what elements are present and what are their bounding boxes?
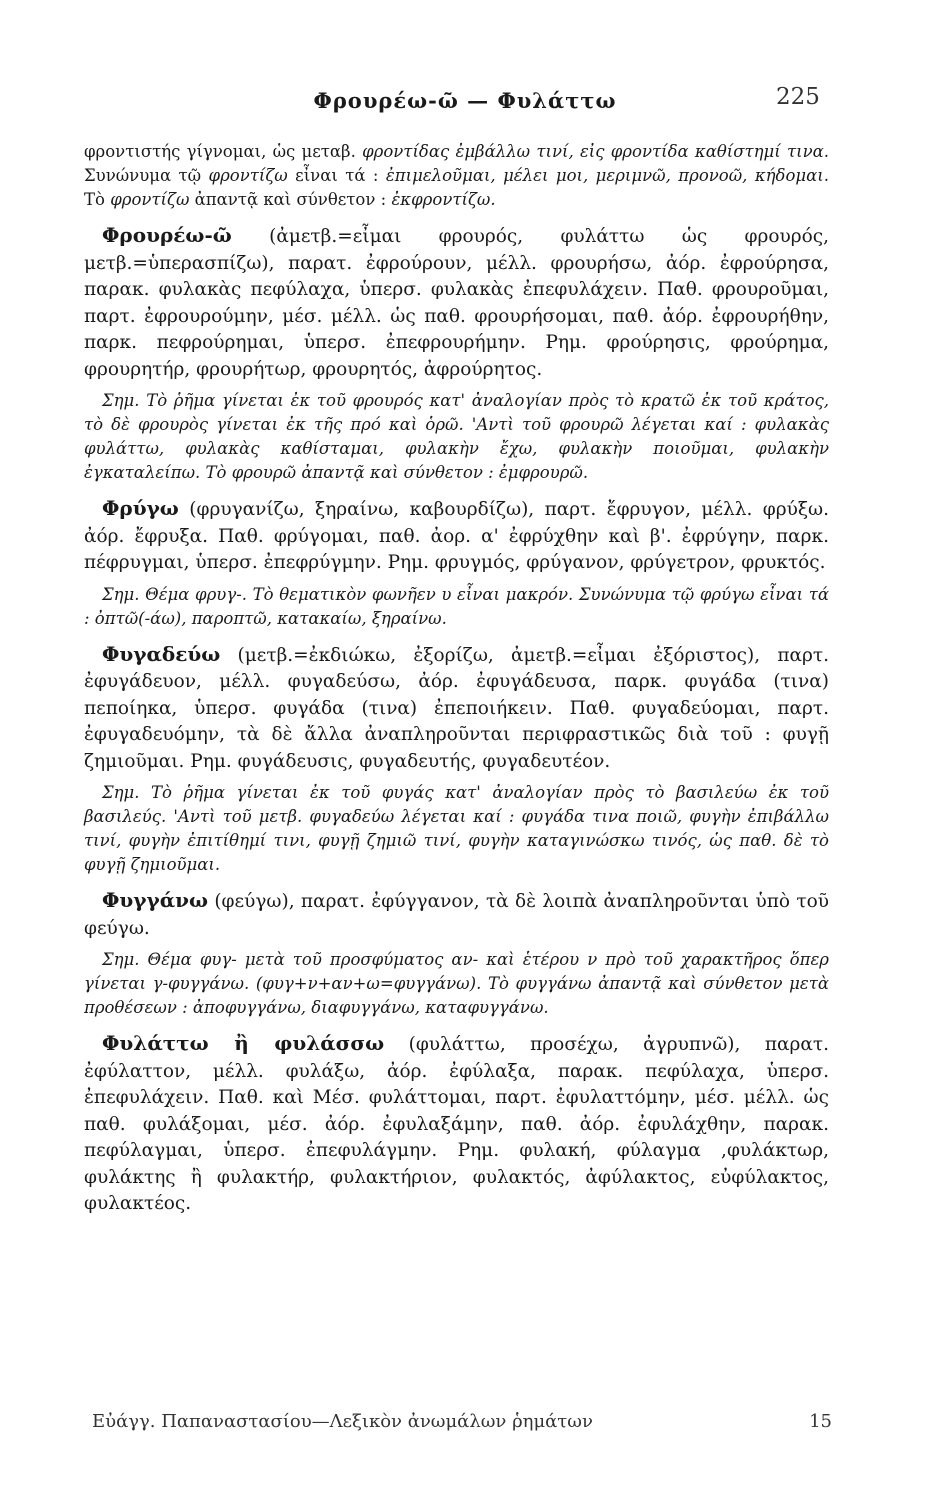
- intro-paragraph: φροντιστής γίγνομαι, ὡς μεταβ. φροντίδας ἐμβάλλω τινί, εἰς φροντίδα καθίστημί τινα. Συνώνυμα τῷ φροντίζω εἶναι τά : ἐπιμελοῦμαι, μέλει μοι, μεριμνῶ, προνοῶ, κήδομαι. Τὸ φροντίζω ἀπαντᾷ καὶ σύνθετον : ἐκφροντίζω.: [84, 142, 829, 209]
- headword: Φρουρέω-ῶ: [102, 223, 232, 247]
- entry-body: (φεύγω), παρατ. ἐφύγγανον, τὰ δὲ λοιπὰ ἀναπληροῦνται ὑπὸ τοῦ φεύγω.: [84, 891, 829, 939]
- entry-body: (ἀμετβ.=εἶμαι φρουρός, φυλάττω ὡς φρουρός, μετβ.=ὑπερασπίζω), παρατ. ἐφρούρουν, μέλλ. φρουρήσω, ἀόρ. ἐφρούρησα, παρακ. φυλακὰς πεφύλαχα, ὑπερσ. φυλακὰς ἐπεφυλάχειν. Παθ. φρουροῦμαι, παρτ. ἐφρουρούμην, μέσ. μέλλ. ὡς παθ. φρουρήσομαι, παθ. ἀόρ. ἐφρουρήθην, παρκ. πεφρούρημαι, ὑπερσ. ἐπεφρουρήμην. Ρημ. φρούρησις, φρούρημα, φρουρητήρ, φρουρήτωρ, φρουρητός, ἀφρούρητος.: [84, 226, 829, 380]
- footer-author: Εὐάγγ. Παπαναστασίου—Λεξικὸν ἀνωμάλων ῥημάτων: [92, 1411, 593, 1432]
- page-header: [230, 88, 700, 113]
- page-body: [84, 140, 829, 1218]
- headword: Φρύγω: [102, 496, 179, 520]
- entry-body: (φυλάττω, προσέχω, ἀγρυπνῶ), παρατ. ἐφύλαττον, μέλλ. φυλάξω, ἀόρ. ἐφύλαξα, παρακ. πεφύλαχα, ὑπερσ. ἐπεφυλάχειν. Παθ. καὶ Μέσ. φυλάττομαι, παρτ. ἐφυλαττόμην, μέσ. μέλλ. ὡς παθ. φυλάξομαι, μέσ. ἀόρ. ἐφυλαξάμην, παθ. ἀόρ. ἐφυλάχθην, παρακ. πεφύλαγμαι, ὑπερσ. ἐπεφυλάγμην. Ρημ. φυλακή, φύλαγμα ,φυλάκτωρ, φυλάκτης ἢ φυλακτήρ, φυλακτήριον, φυλακτός, ἀφύλακτος, εὐφύλακτος, φυλακτέος.: [84, 1034, 829, 1214]
- entry-note: Σημ. Θέμα φρυγ-. Τὸ θεματικὸν φωνῆεν υ εἶναι μακρόν. Συνώνυμα τῷ φρύγω εἶναι τά : ὀπτῶ(-άω), παροπτῶ, κατακαίω, ξηραίνω.: [84, 584, 829, 628]
- entry-phylatto: [84, 1030, 829, 1218]
- entry-phyngano: [84, 887, 829, 942]
- entry-phrygo: [84, 495, 829, 577]
- entry-body: (μετβ.=ἐκδιώκω, ἐξορίζω, ἀμετβ.=εἶμαι ἐξόριστος), παρτ. ἐφυγάδευον, μέλλ. φυγαδεύσω, ἀόρ. ἐφυγάδευσα, παρκ. φυγάδα (τινα) πεποίηκα, ὑπερσ. φυγάδα (τινα) ἐπεποιήκειν. Παθ. φυγαδεύομαι, παρτ. ἐφυγαδευόμην, τὰ δὲ ἄλλα ἀναπληροῦνται περιφραστικῶς διὰ τοῦ : φυγῇ ζημιοῦμαι. Ρημ. φυγάδευσις, φυγαδευτής, φυγαδευτέον.: [84, 644, 829, 772]
- entry-note: Σημ. Τὸ ῥῆμα γίνεται ἐκ τοῦ φυγάς κατ' ἀναλογίαν πρὸς τὸ βασιλεύω ἐκ τοῦ βασιλεύς. 'Αντὶ τοῦ μετβ. φυγαδεύω λέγεται καί : φυγάδα τινα ποιῶ, φυγὴν ἐπιβάλλω τινί, φυγὴν ἐπιτίθημί τινι, φυγῇ ζημιῶ τινί, φυγὴν καταγινώσκω τινός, ὡς παθ. δὲ τὸ φυγῇ ζημιοῦμαι.: [84, 783, 829, 874]
- headword: Φυλάττω ἢ φυλάσσω: [102, 1031, 385, 1055]
- headword: Φυγαδεύω: [102, 641, 221, 666]
- entry-note: Σημ. Θέμα φυγ- μετὰ τοῦ προσφύματος αν- καὶ ἑτέρου ν πρὸ τοῦ χαρακτῆρος ὅπερ γίνεται γ-φυγγάνω. (φυγ+ν+αν+ω=φυγγάνω). Τὸ φυγγάνω ἀπαντᾷ καὶ σύνθετον μετὰ προθέσεων : ἀποφυγγάνω, διαφυγγάνω, καταφυγγάνω.: [84, 950, 829, 1017]
- footer-signature: 15: [809, 1411, 832, 1432]
- headword: Φυγγάνω: [102, 888, 209, 912]
- entry-note: Σημ. Τὸ ῥῆμα γίνεται ἐκ τοῦ φρουρός κατ' ἀναλογίαν πρὸς τὸ κρατῶ ἐκ τοῦ κράτος, τὸ δὲ φρουρὸς γίνεται ἐκ τῆς πρό καὶ ὁρῶ. 'Αντὶ τοῦ φρουρῶ λέγεται καί : φυλακὰς φυλάττω, φυλακὰς καθίσταμαι, φυλακὴν ἔχω, φυλακὴν ποιοῦμαι, φυλακὴν ἐγκαταλείπω. Τὸ φρουρῶ ἀπαντᾷ καὶ σύνθετον : ἐμφρουρῶ.: [84, 391, 829, 482]
- entry-phroureo: [84, 222, 829, 383]
- page-number: 225: [776, 84, 820, 110]
- header-title: Φρουρέω-ῶ — Φυλάττω: [313, 88, 617, 113]
- entry-phygadeuo: [84, 641, 829, 776]
- entry-body: (φρυγανίζω, ξηραίνω, καβουρδίζω), παρτ. ἔφρυγον, μέλλ. φρύξω. ἀόρ. ἔφρυξα. Παθ. φρύγομαι, παθ. ἀορ. α' ἐφρύχθην καὶ β'. ἐφρύγην, παρκ. πέφρυγμαι, ὑπερσ. ἐπεφρύγμην. Ρημ. φρυγμός, φρύγανον, φρύγετρον, φρυκτός.: [84, 499, 829, 573]
